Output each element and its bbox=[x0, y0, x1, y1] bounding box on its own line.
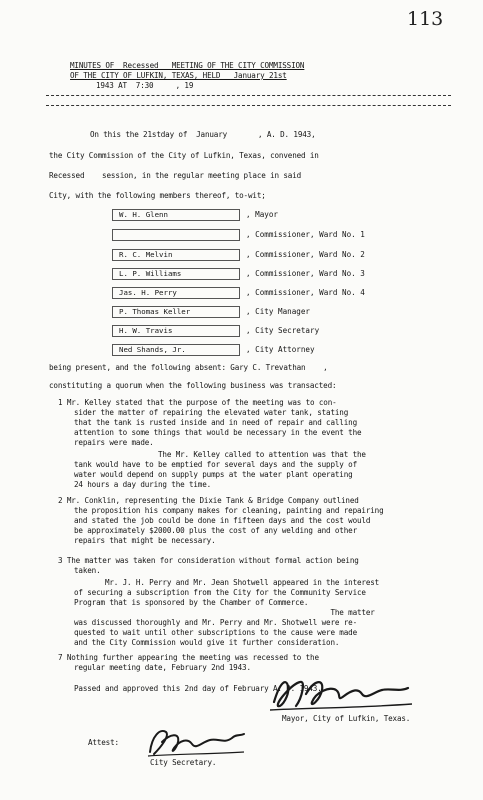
para5-line: 7 Nothing further appearing the meeting was recessed to the bbox=[58, 653, 319, 662]
member-name: R. C. Melvin bbox=[112, 249, 240, 261]
member-role: , Commissioner, Ward No. 1 bbox=[246, 230, 365, 239]
para4-line: of securing a subscription from the City for the Community Service bbox=[74, 588, 366, 597]
absent-line-2: constituting a quorum when the following business was transacted: bbox=[49, 381, 337, 390]
member-role: , Commissioner, Ward No. 2 bbox=[246, 250, 365, 259]
para2-line: repairs that might be necessary. bbox=[74, 536, 216, 545]
para4-line: quested to wait until other subscriptions to the cause were made bbox=[74, 628, 357, 637]
member-role: , Commissioner, Ward No. 4 bbox=[246, 288, 365, 297]
divider-rule-2 bbox=[46, 105, 451, 106]
member-role: , City Manager bbox=[246, 307, 311, 316]
para1-line: 24 hours a day during the time. bbox=[74, 480, 212, 489]
secretary-title: City Secretary. bbox=[150, 758, 217, 767]
para1-line: 1 Mr. Kelley stated that the purpose of the meeting was to con- bbox=[58, 398, 337, 407]
member-role: , Commissioner, Ward No. 3 bbox=[246, 269, 365, 278]
member-role: , City Secretary bbox=[246, 326, 320, 335]
member-name: Jas. H. Perry bbox=[112, 287, 240, 299]
para4-line: was discussed thoroughly and Mr. Perry and Mr. Shotwell were re- bbox=[74, 618, 357, 627]
para4-line: and the City Commission would give it further consideration. bbox=[74, 638, 340, 647]
para1-line: repairs were made. bbox=[74, 438, 154, 447]
attest-label: Attest: bbox=[88, 738, 119, 747]
para1-line: tank would have to be emptied for several days and the supply of bbox=[74, 460, 357, 469]
para2-line: and stated the job could be done in fifteen days and the cost would bbox=[74, 516, 371, 525]
para5-line: regular meeting date, February 2nd 1943. bbox=[74, 663, 251, 672]
para1-line: attention to some things that would be necessary in the event the bbox=[74, 428, 362, 437]
member-name: H. W. Travis bbox=[112, 325, 240, 337]
intro-line-2: the City Commission of the City of Lufkin, Texas, convened in bbox=[49, 151, 319, 160]
para4-line: Program that is sponsored by the Chamber of Commerce. bbox=[74, 598, 309, 607]
absent-line-1: being present, and the following absent: Gary C. Trevathan , bbox=[49, 363, 328, 372]
member-name: W. H. Glenn bbox=[112, 209, 240, 221]
para3-line: taken. bbox=[74, 566, 101, 575]
para4-line: The matter bbox=[74, 608, 375, 617]
para2-line: be approximately $2000.00 plus the cost of any welding and other bbox=[74, 526, 357, 535]
heading-line-3: 1943 AT 7:30 , 19 bbox=[96, 81, 194, 90]
page-number: 113 bbox=[407, 8, 444, 30]
para1-line: that the tank is rusted inside and in need of repair and calling bbox=[74, 418, 357, 427]
para1-line: water would depend on supply pumps at the water plant operating bbox=[74, 470, 353, 479]
secretary-signature bbox=[140, 724, 250, 762]
para4-line: Mr. J. H. Perry and Mr. Jean Shotwell appeared in the interest bbox=[74, 578, 380, 587]
member-name bbox=[112, 229, 240, 241]
member-name: Ned Shands, Jr. bbox=[112, 344, 240, 356]
member-name: L. P. Williams bbox=[112, 268, 240, 280]
para3-line: 3 The matter was taken for consideration without formal action being bbox=[58, 556, 359, 565]
para1-line: sider the matter of repairing the elevated water tank, stating bbox=[74, 408, 349, 417]
member-role: , Mayor bbox=[246, 210, 279, 219]
intro-line-3: Recessed session, in the regular meeting place in said bbox=[49, 171, 302, 180]
para2-line: 2 Mr. Conklin, representing the Dixie Tank & Bridge Company outlined bbox=[58, 496, 359, 505]
heading-line-2: OF THE CITY OF LUFKIN, TEXAS, HELD January 21st bbox=[70, 71, 287, 80]
approval-line: Passed and approved this 2nd day of February A. D. 1943. bbox=[74, 684, 322, 693]
intro-line-1: On this the 21stday of January , A. D. 1943, bbox=[90, 130, 316, 139]
para1-line: The Mr. Kelley called to attention was that the bbox=[74, 450, 366, 459]
heading-line-1: MINUTES OF Recessed MEETING OF THE CITY COMMISSION bbox=[70, 61, 305, 70]
divider-rule-1 bbox=[46, 95, 451, 96]
intro-line-4: City, with the following members thereof, to-wit; bbox=[49, 191, 266, 200]
member-role: , City Attorney bbox=[246, 345, 315, 354]
para2-line: the proposition his company makes for cleaning, painting and repairing bbox=[74, 506, 384, 515]
member-name: P. Thomas Keller bbox=[112, 306, 240, 318]
mayor-signature bbox=[266, 672, 416, 716]
mayor-title: Mayor, City of Lufkin, Texas. bbox=[282, 714, 411, 723]
